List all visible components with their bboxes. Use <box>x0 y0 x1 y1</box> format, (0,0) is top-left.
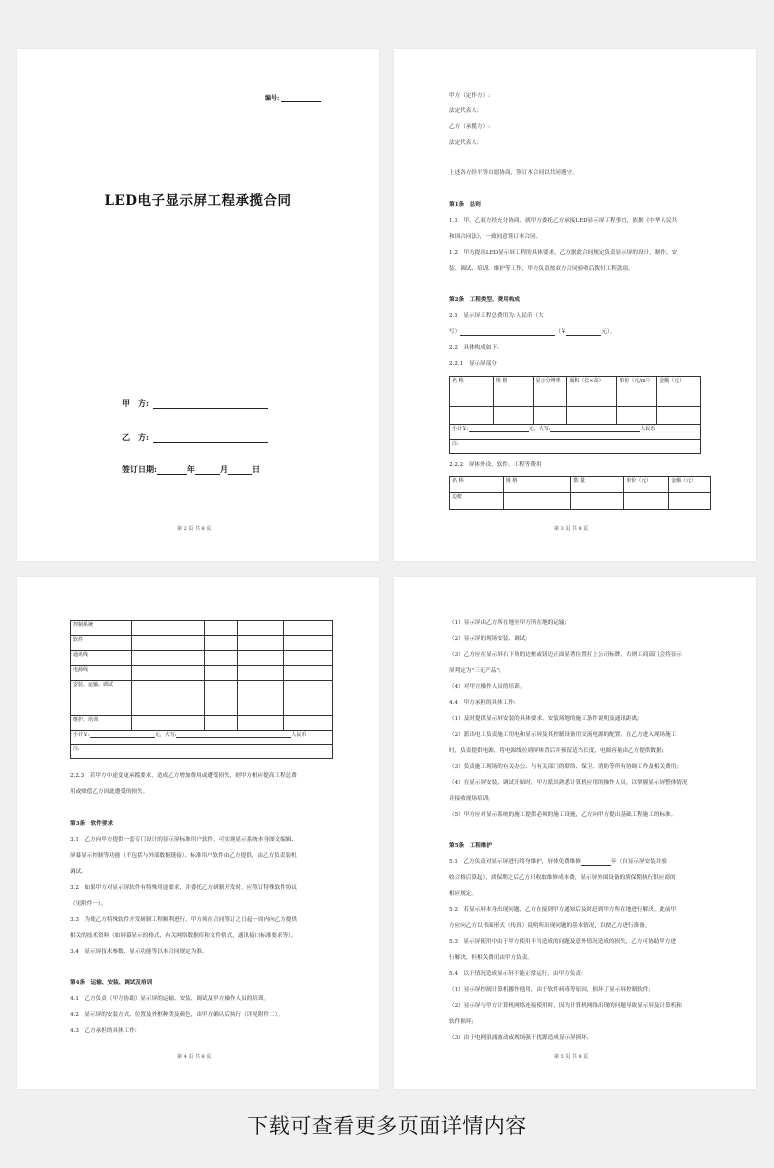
text-line: 装、调试、培训、维护等工作，甲方负责按双方合同验收后拨付工程款项。 <box>449 266 634 272</box>
section-heading: 第1条 总则 <box>449 202 481 208</box>
display-screen-table <box>449 376 701 454</box>
table-header: 显示分辨率 <box>533 377 567 407</box>
page-footer: 第 5 页 共 8 页 <box>554 1054 589 1060</box>
subtotal-label: 小计￥: <box>73 732 90 738</box>
sign-date-field <box>122 464 260 475</box>
text-line: 和国合同法》，一致同意签订本合同。 <box>449 234 542 240</box>
table-cell: 边框 <box>450 493 504 510</box>
text-fragment: 元）。 <box>601 329 616 335</box>
table-header: 单价（元） <box>624 477 669 493</box>
party-a-field <box>122 398 268 409</box>
subtotal-mid-label: 元，大写: <box>528 426 551 432</box>
text-line: （3）乙方应在显示屏右下角的边框或钮边正面显著位置打上公司标牌，否则工商部门会将显示 <box>449 652 682 658</box>
note-row: 注: <box>450 440 701 454</box>
table-header: 金额（元） <box>669 477 711 493</box>
subtotal-label: 小计￥: <box>452 426 469 432</box>
text-line: 行解决，但相关费用由甲方负责。 <box>449 955 533 961</box>
text-line: 4.4 甲方承担的具体工作: <box>449 700 516 706</box>
text-line: 5.4 以下情况造成显示屏不能正常运行，由甲方负责: <box>449 971 583 977</box>
page-footer: 第 2 页 共 8 页 <box>177 526 212 532</box>
text-line: 相关的技术资料（如屏幕显示的格式、有关网络数据库和文件格式，通讯接口标准要求等）。 <box>70 933 297 939</box>
text-line: 5.3 显示屏使用中由于甲方使用不当造成的问题及意外情况造成的损失，乙方可协助甲方进 <box>449 939 677 945</box>
text-line: （4）对甲方操作人员的培训。 <box>449 684 526 690</box>
table-header: 面积（长×高） <box>567 377 617 407</box>
table-header: 数 量 <box>571 477 624 493</box>
text-line: 用或赔偿乙方因此遭受的损失。 <box>70 789 149 795</box>
text-line: （1）及时提供显示屏安装的具体要求、安装场地的施工条件说明及通讯距离; <box>449 716 640 722</box>
text-line: 4.2 显示屏的安装方式、位置及外框种类及颜色，由甲方确认后执行（详见附件二）。 <box>70 1012 284 1018</box>
day-label: 日 <box>251 464 260 474</box>
table-cell: 安装、运输、调试 <box>71 681 132 716</box>
table-cell: 电源线 <box>71 666 132 681</box>
contract-number-label: 编号: <box>265 95 280 102</box>
text-line: （3）负责施工现场的有关办公、与有关部门的联络、保卫、消防等所有协调工作及相关费用; <box>449 764 679 770</box>
table-header: 规 格 <box>493 377 533 407</box>
party-b-label: 乙 方: <box>122 432 149 442</box>
text-line: （见附件一）。 <box>70 901 107 907</box>
text-line: 软件损坏; <box>449 1019 474 1025</box>
table-header: 名 称 <box>450 377 494 407</box>
text-line: （1）显示屏控制计算机挪作他用，由于软件病毒等原因，损坏了显示屏控制软件; <box>449 987 651 993</box>
month-label: 月 <box>219 464 228 474</box>
party-b-field <box>122 432 268 443</box>
text-line: 5.2 若显示屏本身出现问题，乙方在接到甲方通知后及时赶到甲方所在地进行解决。此前甲 <box>449 907 677 913</box>
year-label: 年 <box>186 464 195 474</box>
contract-page-cover <box>17 49 379 561</box>
text-line: （2）显示屏与甲方计算机网络连接使用时，因为计算机网络出现的问题导致显示屏及计算机和 <box>449 1003 682 1009</box>
text-line: 3.2 如果甲方对显示屏软件有特殊用途要求，并委托乙方研制开发时，应签订特殊软件协议 <box>70 885 298 891</box>
text-line: 2.2.1 显示屏部分 <box>449 361 497 367</box>
peripheral-cost-table <box>449 476 711 510</box>
contract-title: LED电子显示屏工程承揽合同 <box>104 193 292 209</box>
text-fragment: 写） <box>449 329 461 335</box>
subtotal-row <box>450 425 701 440</box>
subtotal-mid-label: 元，大写: <box>154 732 177 738</box>
text-line: 4.1 乙方负责（甲方协助）显示屏的运输、安装、调试及甲方操作人员的培训。 <box>70 996 270 1002</box>
text-line: （3）由于电网浪涌波动或现场强干扰源造成显示屏损坏。 <box>449 1035 593 1041</box>
text-line <box>449 329 615 336</box>
table-cell: 通讯线 <box>71 651 132 666</box>
page-footer: 第 4 页 共 8 页 <box>177 1054 212 1060</box>
text-line: 屏幕显示控制等功能（不包括与外部数据链接）。标准用户软件由乙方提供，由乙方负责装机 <box>70 853 297 859</box>
text-line: （5）甲方应对显示系统的施工提供必须的施工设施，乙方向甲方提出基础工程施工的标准。 <box>449 812 677 818</box>
text-line <box>449 859 667 866</box>
section-heading: 第3条 软件要求 <box>70 821 114 827</box>
text-line: 法定代表人: <box>449 140 479 146</box>
text-line: 乙方（承揽方）: <box>449 124 491 130</box>
text-line: 3.4 显示屏技术参数、显示功能等以本合同规定为准。 <box>70 949 208 955</box>
text-line: 2.2.3 若甲方中途变更承揽要求，造成乙方增加费用或遭受损失，则甲方相应提高工程总费 <box>70 773 297 779</box>
text-line: 收合格后算起），质保期之后乙方只收取维修成本费，显示屏外围设备的质保期执行供应商的 <box>449 875 676 881</box>
contract-page-3 <box>394 49 756 561</box>
section-heading: 第2条 工程类型、费用构成 <box>449 297 521 303</box>
text-line: 甲方（定作方）: <box>449 93 491 99</box>
contract-page-5 <box>394 577 756 1089</box>
text-line: 2.2.2 屏体外设、软件、工程等费用 <box>449 462 542 468</box>
text-fragment: 年（自显示屏安装并验 <box>610 859 667 865</box>
table-header: 单价（元/m²） <box>617 377 657 407</box>
text-line: 屏判定为"三无产品"; <box>449 668 501 674</box>
text-line: 调试。 <box>70 869 87 875</box>
section-heading: 第5条 工程维护 <box>449 843 493 849</box>
section-heading: 第4条 运输、安装、调试及培训 <box>70 980 153 986</box>
text-line: 相应规定。 <box>449 891 477 897</box>
text-fragment: 5.1 乙方负责对显示屏进行终身维护，屏体免费维修 <box>449 859 581 865</box>
table-cell: 维护、培训 <box>71 716 132 731</box>
text-line: 2.1 显示屏工程总费用为:人民币（大 <box>449 313 544 319</box>
page-footer: 第 3 页 共 8 页 <box>554 526 589 532</box>
table-cell: 软件 <box>71 636 132 651</box>
note-row: 注: <box>71 745 333 759</box>
text-line: 方应向乙方以书面形式（传真）说明所出现问题的基本情况，以便乙方进行准备。 <box>449 923 651 929</box>
sign-date-label: 签订日期: <box>122 464 157 474</box>
text-line: 并接收现场培训; <box>449 796 491 802</box>
subtotal-end-label: 人民币 <box>640 426 656 432</box>
text-line: 1.2 甲方提出LED显示屏工程的具体要求，乙方据此合同规定负责显示屏的设计、制作、安 <box>449 250 678 256</box>
text-line: 1.1 甲、乙双方经充分协商，就甲方委托乙方承接LED显示屏工程事宜，依据《中华人民共 <box>449 218 678 224</box>
table-header: 名 称 <box>450 477 504 493</box>
text-line: 4.3 乙方承担的具体工作: <box>70 1028 137 1034</box>
contract-number-field <box>265 93 321 102</box>
system-cost-table <box>70 620 333 759</box>
table-cell: 控制系统 <box>71 621 132 636</box>
text-line: （2）派出电工负责施工用电和显示屏及其控制设备用交流电源的配置，在乙方进入现场施工 <box>449 732 677 738</box>
text-line: 3.3 为使乙方特殊软件开发研制工程顺利进行，甲方须在合同签订之日起一周内向乙方提供 <box>70 917 298 923</box>
text-line: 2.2 具体构成如下: <box>449 345 499 351</box>
text-line: （1）显示屏由乙方所在地至甲方所在地的运输; <box>449 620 567 626</box>
text-line: 时，负责提供电源，将电源线拉到屏体背后并预留适当长度，电源容量由乙方提供数据; <box>449 748 664 754</box>
text-fragment: （￥ <box>555 329 567 335</box>
party-a-label: 甲 方: <box>122 398 149 408</box>
text-line: 法定代表人: <box>449 108 479 114</box>
subtotal-end-label: 人民币 <box>291 732 307 738</box>
text-line: 上述各方经平等自愿协商，签订本合同以共同遵守。 <box>449 170 578 176</box>
contract-page-4 <box>17 577 379 1089</box>
text-line: （2）显示屏的现场安装、调试; <box>449 636 528 642</box>
table-header: 规 格 <box>503 477 571 493</box>
subtotal-row <box>71 731 333 745</box>
table-header: 金额（元） <box>657 377 701 407</box>
text-line: 3.1 乙方向甲方提供一套专门设计的显示屏标准用户软件，可实现显示系统本身图文编辑、 <box>70 837 298 843</box>
text-line: （4）在显示屏安装、调试开始时，甲方派出熟悉计算机应用的操作人员，以掌握显示屏整体情况 <box>449 780 688 786</box>
download-caption: 下载可查看更多页面详情内容 <box>247 1114 527 1138</box>
